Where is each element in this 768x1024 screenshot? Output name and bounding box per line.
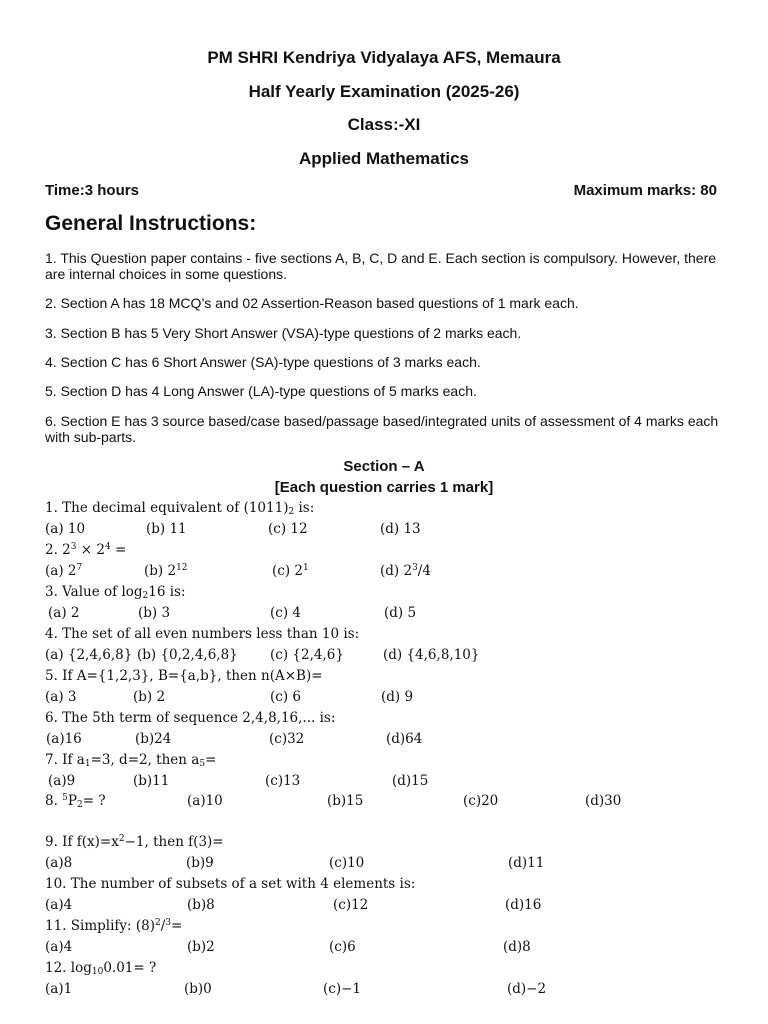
answer-option: (d)16 <box>505 897 542 913</box>
answer-option: (b)8 <box>187 897 215 913</box>
answer-option: (a)9 <box>48 773 76 789</box>
answer-option: (c) {2,4,6} <box>270 647 344 663</box>
instruction-item: 4. Section C has 6 Short Answer (SA)-type questions of 3 marks each. <box>45 354 481 370</box>
question-text: 10. The number of subsets of a set with 4 elements is: <box>45 876 416 892</box>
answer-option: (c) 6 <box>270 689 301 705</box>
answer-option: (b)24 <box>135 731 172 747</box>
instruction-item: 1. This Question paper contains - five sections A, B, C, D and E. Each section is compulsory. However, there are internal choices in some questions. <box>45 250 717 282</box>
answer-option: (b) 2 <box>133 689 166 705</box>
answer-option: (b)2 <box>187 939 215 955</box>
class-label: Class:-XI <box>347 115 421 134</box>
answer-option: (b) 11 <box>146 521 187 537</box>
answer-option: (d)64 <box>386 731 423 747</box>
answer-option: (b)9 <box>186 855 214 871</box>
answer-option: (d)15 <box>392 773 429 789</box>
answer-option: (d)−2 <box>507 981 547 997</box>
answer-option: (a)4 <box>45 939 73 955</box>
answer-option: (d) 13 <box>380 521 421 537</box>
answer-option: (c) 12 <box>268 521 308 537</box>
question-text: 6. The 5th term of sequence 2,4,8,16,... is: <box>45 710 336 726</box>
answer-option: (a)1 <box>45 981 73 997</box>
question-text: 5. If A={1,2,3}, B={a,b}, then n(A×B)= <box>45 668 323 684</box>
answer-option: (b)11 <box>133 773 170 789</box>
question-text: 11. Simplify: $(8)^2/^3=$ <box>45 918 183 934</box>
question-text: 4. The set of all even numbers less than 10 is: <box>45 626 360 642</box>
answer-option: (a) 10 <box>45 521 86 537</box>
answer-option: (c)−1 <box>323 981 361 997</box>
answer-option: (a)16 <box>46 731 82 747</box>
question-text: 2. $2^3 \times 2^4$ = <box>45 542 127 558</box>
instruction-item: 3. Section B has 5 Very Short Answer (VSA)-type questions of 2 marks each. <box>45 325 522 341</box>
answer-option: (a)8 <box>45 855 73 871</box>
question-text: 7. If $a_1=3$, d=2, then $a_5=$ <box>45 752 217 769</box>
exam-title: Half Yearly Examination (2025-26) <box>248 82 520 101</box>
question-text: 1. The decimal equivalent of $(1011)_2$ is: <box>45 500 315 517</box>
answer-option: (c)20 <box>463 793 499 809</box>
answer-option: (b)0 <box>184 981 212 997</box>
answer-option: (b)15 <box>327 793 364 809</box>
section-title: Section – A <box>343 458 425 475</box>
subject-title: Applied Mathematics <box>298 149 470 168</box>
instruction-item: 5. Section D has 4 Long Answer (LA)-type questions of 5 marks each. <box>45 383 477 399</box>
answer-option: (d)30 <box>585 793 622 809</box>
answer-option: (c) $2^1$ <box>272 563 309 579</box>
answer-option: (a) 3 <box>45 689 77 705</box>
answer-option: (c) 4 <box>270 605 301 621</box>
question-text: 8. $^5P_2=$ ? <box>45 793 106 810</box>
question-text: 9. If $f(x)=x^2-1$, then f(3)= <box>45 834 224 850</box>
answer-option: (c)32 <box>269 731 305 747</box>
answer-option: (a) {2,4,6,8} <box>45 647 133 663</box>
instructions-heading: General Instructions: <box>45 212 257 235</box>
answer-option: (c)6 <box>329 939 356 955</box>
answer-option: (d) $2^3/4$ <box>380 563 431 579</box>
section-note: [Each question carries 1 mark] <box>274 479 494 496</box>
answer-option: (a)10 <box>187 793 223 809</box>
max-marks-label: Maximum marks: 80 <box>573 182 717 199</box>
time-label: Time:3 hours <box>45 182 139 199</box>
answer-option: (d)11 <box>508 855 545 871</box>
answer-option: (b) {0,2,4,6,8} <box>137 647 238 663</box>
instruction-item: 2. Section A has 18 MCQ’s and 02 Assertion-Reason based questions of 1 mark each. <box>45 295 579 311</box>
answer-option: (d) 9 <box>381 689 414 705</box>
answer-option: (a) 2 <box>48 605 80 621</box>
answer-option: (c)10 <box>329 855 365 871</box>
question-text: 3. Value of $\log_216$ is: <box>45 584 186 601</box>
answer-option: (c)12 <box>333 897 369 913</box>
answer-option: (b) $2^{12}$ <box>144 563 188 579</box>
instruction-item: 6. Section E has 3 source based/case based/passage based/integrated units of assessment of 4 marks each with sub-parts. <box>45 413 719 445</box>
answer-option: (b) 3 <box>138 605 171 621</box>
answer-option: (a)4 <box>45 897 73 913</box>
answer-option: (a) $2^7$ <box>45 563 83 579</box>
school-name: PM SHRI Kendriya Vidyalaya AFS, Memaura <box>207 48 561 67</box>
answer-option: (d)8 <box>503 939 531 955</box>
answer-option: (c)13 <box>265 773 301 789</box>
answer-option: (d) 5 <box>384 605 417 621</box>
question-text: 12. $\log_{10}0.01=$ ? <box>45 960 157 977</box>
answer-option: (d) {4,6,8,10} <box>383 647 480 663</box>
